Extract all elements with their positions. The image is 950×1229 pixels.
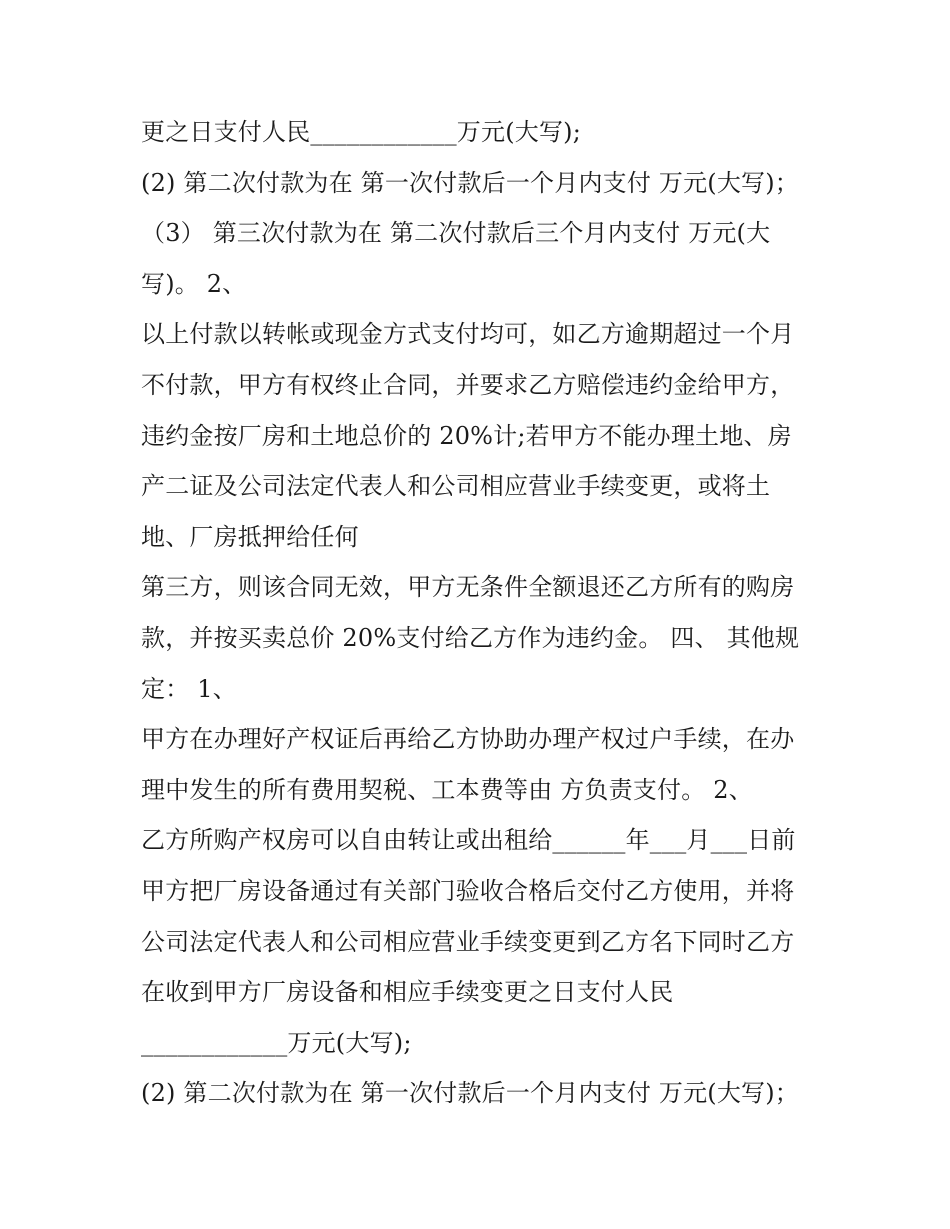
text-line: 不付款，甲方有权终止合同，并要求乙方赔偿违约金给甲方， xyxy=(141,370,795,399)
text-line: 以上付款以转帐或现金方式支付均可，如乙方逾期超过一个月 xyxy=(141,320,795,349)
text-line: 定： 1、 xyxy=(141,674,237,703)
text-line: 甲方在办理好产权证后再给乙方协助办理产权过户手续，在办 xyxy=(141,725,795,754)
text-line: 写)。 2、 xyxy=(141,269,247,298)
text-line: 地、厂房抵押给任何 xyxy=(141,522,359,551)
text-line: 公司法定代表人和公司相应营业手续变更到乙方名下同时乙方 xyxy=(141,927,795,956)
text-line: 甲方把厂房设备通过有关部门验收合格后交付乙方使用，并将 xyxy=(141,876,795,905)
text-line: (2) 第二次付款为在 第一次付款后一个月内支付 万元(大写)； xyxy=(141,168,800,197)
text-line: 更之日支付人民____________万元(大写); xyxy=(141,118,582,146)
text-line: 产二证及公司法定代表人和公司相应营业手续变更，或将土 xyxy=(141,472,771,501)
text-line: 理中发生的所有费用契税、工本费等由 方负责支付。 2、 xyxy=(141,775,753,804)
document-body xyxy=(141,107,821,1119)
text-line: (2) 第二次付款为在 第一次付款后一个月内支付 万元(大写)； xyxy=(141,1079,800,1108)
text-line: 在收到甲方厂房设备和相应手续变更之日支付人民 xyxy=(141,978,674,1007)
text-line: （3） 第三次付款为在 第二次付款后三个月内支付 万元(大 xyxy=(141,219,771,248)
text-line: 违约金按厂房和土地总价的 20%计;若甲方不能办理土地、房 xyxy=(141,421,792,450)
text-line: 乙方所购产权房可以自由转让或出租给______年___月___日前 xyxy=(141,826,796,855)
text-line: 第三方，则该合同无效，甲方无条件全额退还乙方所有的购房 xyxy=(141,573,795,602)
text-line: 款，并按买卖总价 20%支付给乙方作为违约金。 四、 其他规 xyxy=(141,623,800,652)
text-line: ____________万元(大写); xyxy=(141,1028,412,1057)
